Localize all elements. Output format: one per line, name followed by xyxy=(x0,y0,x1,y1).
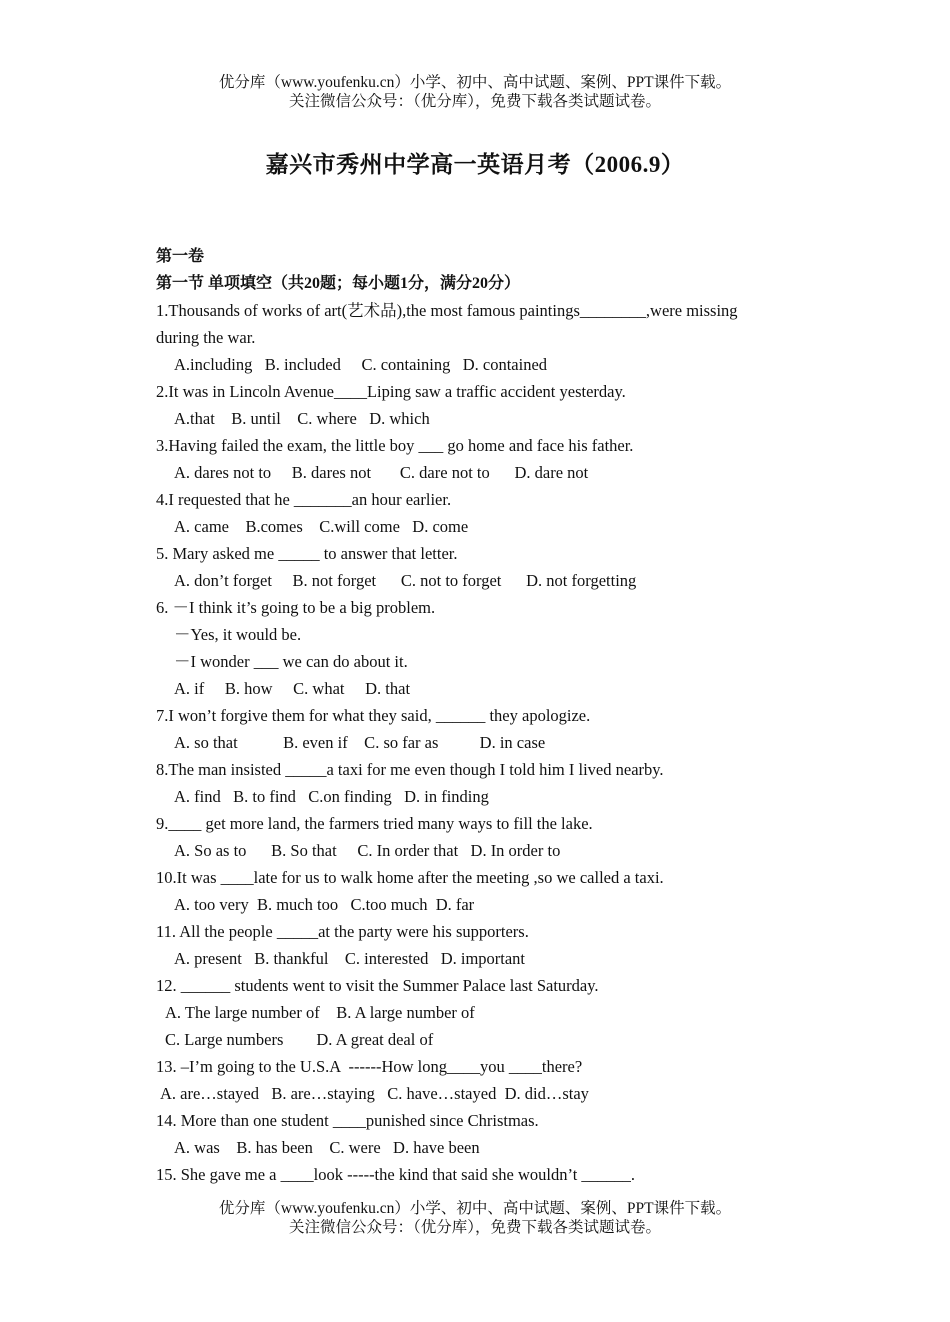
question-9-text: 9.____ get more land, the farmers tried many ways to fill the lake. xyxy=(156,814,593,833)
question-1-text: 1.Thousands of works of art(艺术品),the most famous paintings________,were missing xyxy=(156,301,738,320)
question-6-dialogue-2: －Yes, it would be. xyxy=(174,625,302,644)
question-12-options-2: C. Large numbers D. A great deal of xyxy=(165,1030,434,1049)
header-line-1: 优分库（www.youfenku.cn）小学、初中、高中试题、案例、PPT课件下载。 xyxy=(218,74,732,91)
question-4-options: A. came B.comes C.will come D. come xyxy=(174,517,469,536)
question-6-dialogue-3: －I wonder ___ we can do about it. xyxy=(174,652,408,671)
question-15-text: 15. She gave me a ____look -----the kind that said she wouldn’t ______. xyxy=(156,1165,636,1184)
footer-line-1: 优分库（www.youfenku.cn）小学、初中、高中试题、案例、PPT课件下载。 xyxy=(218,1200,732,1217)
question-11-options: A. present B. thankful C. interested D. important xyxy=(174,949,526,968)
part-heading: 第一卷 xyxy=(156,248,205,265)
section-heading: 第一节 单项填空（共20题；每小题1分，满分20分） xyxy=(156,275,521,292)
page-header xyxy=(0,73,950,111)
question-12-options-1: A. The large number of B. A large number of xyxy=(165,1003,475,1022)
question-1-options: A.including B. included C. containing D. contained xyxy=(174,355,548,374)
question-14-options: A. was B. has been C. were D. have been xyxy=(174,1138,480,1157)
page-footer xyxy=(0,1199,950,1237)
question-8-options: A. find B. to find C.on finding D. in finding xyxy=(174,787,489,806)
question-2-options: A.that B. until C. where D. which xyxy=(174,409,430,428)
question-5-options: A. don’t forget B. not forget C. not to forget D. not forgetting xyxy=(174,571,637,590)
exam-content xyxy=(156,243,816,1188)
question-3-options: A. dares not to B. dares not C. dare not to D. dare not xyxy=(174,463,589,482)
footer-line-2: 关注微信公众号：（优分库），免费下载各类试题试卷。 xyxy=(288,1219,661,1236)
question-6-options: A. if B. how C. what D. that xyxy=(174,679,411,698)
question-10-text: 10.It was ____late for us to walk home after the meeting ,so we called a taxi. xyxy=(156,868,664,887)
question-12-text: 12. ______ students went to visit the Summer Palace last Saturday. xyxy=(156,976,599,995)
question-8-text: 8.The man insisted _____a taxi for me even though I told him I lived nearby. xyxy=(156,760,664,779)
header-line-2: 关注微信公众号：（优分库），免费下载各类试题试卷。 xyxy=(288,93,661,110)
question-9-options: A. So as to B. So that C. In order that D. In order to xyxy=(174,841,561,860)
question-1-text-cont: during the war. xyxy=(156,328,256,347)
question-6-text: 6. －I think it’s going to be a big problem. xyxy=(156,598,436,617)
question-10-options: A. too very B. much too C.too much D. far xyxy=(174,895,475,914)
question-13-text: 13. –I’m going to the U.S.A ------How long____you ____there? xyxy=(156,1057,583,1076)
document-title: 嘉兴市秀州中学高一英语月考（2006.9） xyxy=(265,152,685,177)
question-3-text: 3.Having failed the exam, the little boy ___ go home and face his father. xyxy=(156,436,634,455)
question-7-text: 7.I won’t forgive them for what they said, ______ they apologize. xyxy=(156,706,591,725)
question-7-options: A. so that B. even if C. so far as D. in case xyxy=(174,733,546,752)
question-14-text: 14. More than one student ____punished since Christmas. xyxy=(156,1111,539,1130)
question-5-text: 5. Mary asked me _____ to answer that letter. xyxy=(156,544,458,563)
question-11-text: 11. All the people _____at the party were his supporters. xyxy=(156,922,529,941)
question-4-text: 4.I requested that he _______an hour earlier. xyxy=(156,490,452,509)
question-2-text: 2.It was in Lincoln Avenue____Liping saw a traffic accident yesterday. xyxy=(156,382,626,401)
question-13-options: A. are…stayed B. are…staying C. have…stayed D. did…stay xyxy=(160,1084,589,1103)
